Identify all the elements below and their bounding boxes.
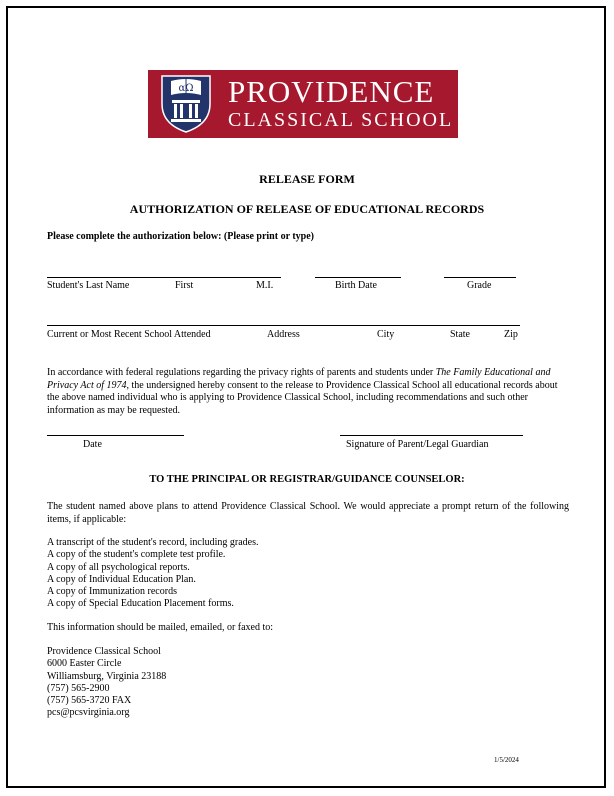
logo-line-2: CLASSICAL SCHOOL	[228, 109, 454, 131]
last-name-label: Student's Last Name	[47, 280, 130, 291]
list-item: A copy of Individual Education Plan.	[47, 573, 196, 585]
list-item: A copy of Immunization records	[47, 586, 177, 598]
school-address-field[interactable]	[47, 325, 520, 326]
date-field[interactable]	[47, 435, 184, 436]
list-item: A transcript of the student's record, including grades.	[47, 537, 259, 548]
first-name-label: First	[175, 280, 194, 291]
date-label: Date	[83, 439, 102, 450]
signature-label: Signature of Parent/Legal Guardian	[346, 439, 489, 450]
state-label: State	[450, 329, 470, 340]
student-name-field[interactable]	[47, 277, 281, 278]
contact-block	[47, 646, 347, 720]
items-list	[47, 537, 569, 611]
list-item: A copy of the student's complete test profile.	[47, 549, 226, 561]
school-shield-icon	[158, 74, 214, 134]
contact-email: pcs@pcsvirginia.org	[47, 707, 130, 719]
birth-date-field[interactable]	[315, 277, 401, 278]
request-paragraph: The student named above plans to attend Providence Classical School. We would appreciate a prompt return of the following items, if applicable:	[47, 501, 569, 525]
grade-field[interactable]	[444, 277, 516, 278]
emblem-text: αΩ	[178, 83, 194, 94]
consent-text-2: the undersigned hereby consent to the release to Providence Classical School all educational records about the above named individual who is applying to Providence Classical School, including recommendations and such other information as may be requested.	[47, 379, 558, 416]
mail-instructions: This information should be mailed, emailed, or faxed to:	[47, 622, 274, 633]
birth-date-label: Birth Date	[335, 280, 377, 291]
form-subtitle: AUTHORIZATION OF RELEASE OF EDUCATIONAL RECORDS	[129, 202, 485, 216]
middle-initial-label: M.I.	[256, 280, 274, 291]
contact-name: Providence Classical School	[47, 646, 161, 657]
form-title: RELEASE FORM	[259, 172, 355, 186]
contact-fax: (757) 565-3720 FAX	[47, 695, 132, 707]
grade-label: Grade	[467, 280, 492, 291]
act-title: The Family Educational and Privacy Act of 1974,	[47, 367, 551, 391]
footer-date: 1/5/2024	[494, 756, 519, 764]
city-label: City	[377, 329, 395, 340]
instructions: Please complete the authorization below: (Please print or type)	[47, 231, 314, 242]
address-label: Address	[267, 329, 300, 340]
consent-text-1: In accordance with federal regulations regarding the privacy rights of parents and students under	[47, 367, 436, 378]
logo-line-1: PROVIDENCE	[228, 74, 435, 109]
list-item: A copy of Special Education Placement forms.	[47, 598, 234, 610]
school-label: Current or Most Recent School Attended	[47, 329, 211, 340]
consent-paragraph	[47, 367, 569, 417]
school-logo	[148, 70, 458, 138]
contact-street: 6000 Easter Circle	[47, 658, 122, 670]
list-item: A copy of all psychological reports.	[47, 561, 190, 573]
principal-heading: TO THE PRINCIPAL OR REGISTRAR/GUIDANCE COUNSELOR:	[149, 474, 465, 485]
contact-city-state: Williamsburg, Virginia 23188	[47, 670, 167, 682]
zip-label: Zip	[504, 329, 518, 340]
signature-field[interactable]	[340, 435, 523, 436]
contact-phone: (757) 565-2900	[47, 682, 110, 694]
